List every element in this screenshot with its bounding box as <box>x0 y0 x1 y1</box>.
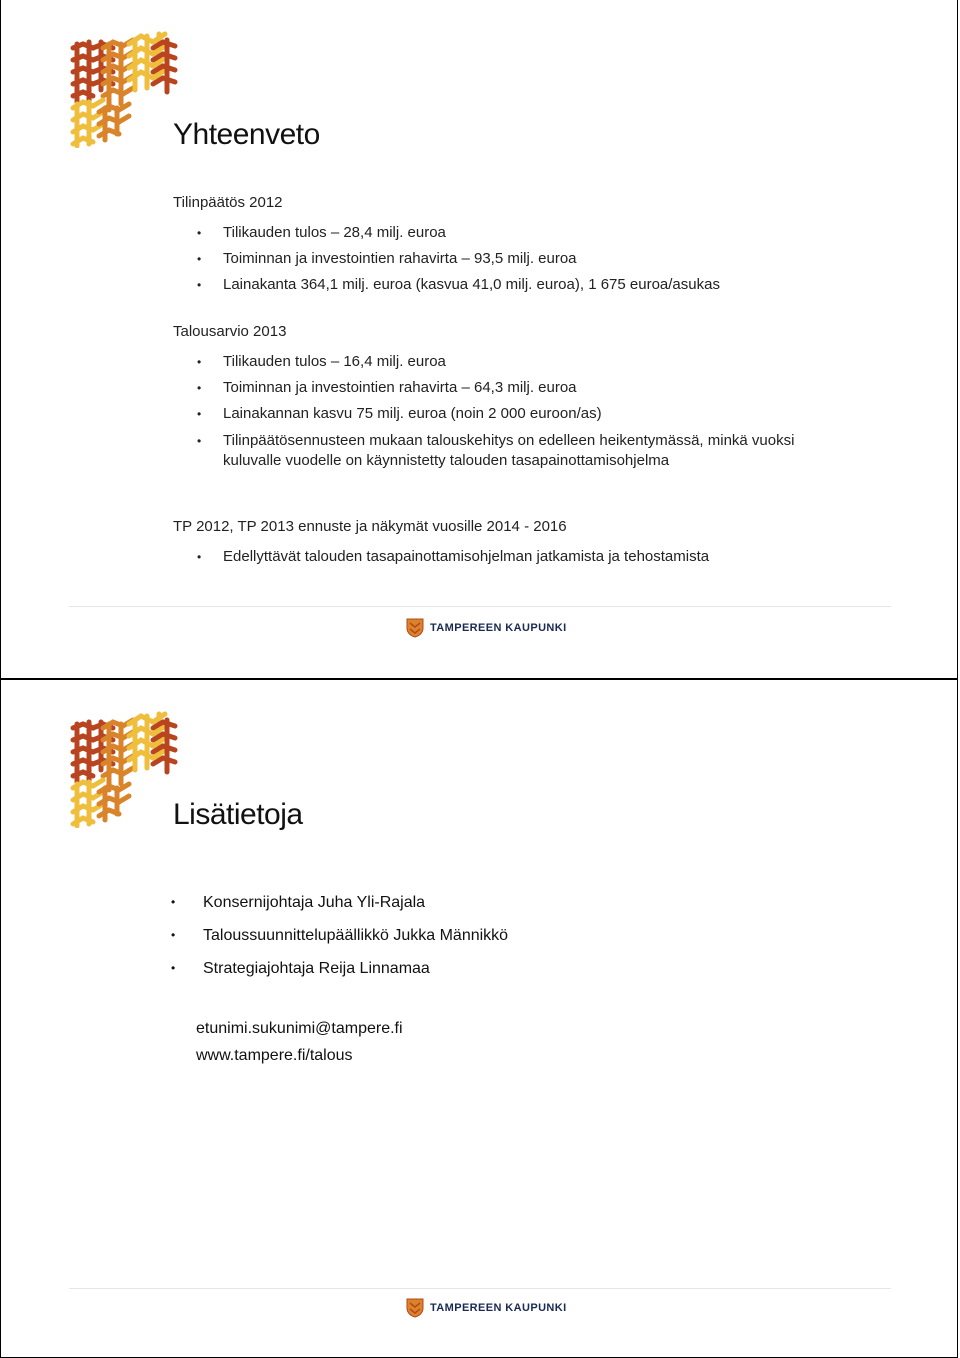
footer-brand <box>406 1297 567 1319</box>
list-item: • Toiminnan ja investointien rahavirta – 93,5 milj. euroa <box>223 246 720 272</box>
tampere-crest-icon <box>406 1298 424 1318</box>
bullet-icon: • <box>197 226 202 240</box>
bullet-icon: • <box>197 381 202 395</box>
page-title: Lisätietoja <box>173 798 303 831</box>
list-item: • Toiminnan ja investointien rahavirta – 64,3 milj. euroa <box>223 375 803 401</box>
footer-divider <box>69 606 891 607</box>
section-heading-tp2012: Tilinpäätös 2012 <box>173 194 283 211</box>
tampere-crest-icon <box>406 618 424 638</box>
bullet-icon: • <box>197 434 202 448</box>
footer-divider <box>69 1288 891 1289</box>
bullet-icon: • <box>171 928 176 942</box>
bullet-icon: • <box>197 407 202 421</box>
footer-brand-name: TAMPEREEN KAUPUNKI <box>430 1302 567 1314</box>
section-heading-ta2013: Talousarvio 2013 <box>173 323 287 340</box>
list-item: • Lainakannan kasvu 75 milj. euroa (noin 2 000 euroon/as) <box>223 401 803 427</box>
list-item: • Tilinpäätösennusteen mukaan talouskehitys on edelleen heikentymässä, minkä vuoksi kuluvalle vuodelle on käynnistetty talouden tasapainottamisohjelma <box>197 432 795 469</box>
bullet-list-ta2013 <box>197 349 803 471</box>
contact-person-list <box>171 886 509 985</box>
section-heading-outlook: TP 2012, TP 2013 ennuste ja näkymät vuosille 2014 - 2016 <box>173 518 567 535</box>
list-item: • Tilikauden tulos – 16,4 milj. euroa <box>223 349 803 375</box>
footer-brand <box>406 617 567 639</box>
bullet-list-tp2012 <box>197 220 720 298</box>
bullet-icon: • <box>197 278 202 292</box>
tampere-pattern-logo <box>69 710 181 828</box>
list-item: • Edellyttävät talouden tasapainottamisohjelman jatkamista ja tehostamista <box>223 544 709 570</box>
bullet-icon: • <box>197 252 202 266</box>
list-item: • Tilikauden tulos – 28,4 milj. euroa <box>223 220 720 246</box>
website-link[interactable]: www.tampere.fi/talous <box>196 1047 353 1064</box>
page-title: Yhteenveto <box>173 118 320 151</box>
tampere-pattern-logo <box>69 30 181 148</box>
bullet-icon: • <box>197 550 202 564</box>
slide-contacts <box>0 678 958 1358</box>
bullet-icon: • <box>171 895 176 909</box>
footer-brand-name: TAMPEREEN KAUPUNKI <box>430 622 567 634</box>
list-item: • Strategiajohtaja Reija Linnamaa <box>203 952 508 985</box>
bullet-list-outlook <box>197 544 710 570</box>
list-item: • Lainakanta 364,1 milj. euroa (kasvua 41,0 milj. euroa), 1 675 euroa/asukas <box>223 272 720 298</box>
email-address: etunimi.sukunimi@tampere.fi <box>196 1020 403 1037</box>
slide-summary <box>0 0 958 679</box>
list-item: • Taloussuunnittelupäällikkö Jukka Männikkö <box>203 919 508 952</box>
bullet-icon: • <box>171 961 176 975</box>
list-item: • Konsernijohtaja Juha Yli-Rajala <box>203 886 508 919</box>
bullet-icon: • <box>197 355 202 369</box>
